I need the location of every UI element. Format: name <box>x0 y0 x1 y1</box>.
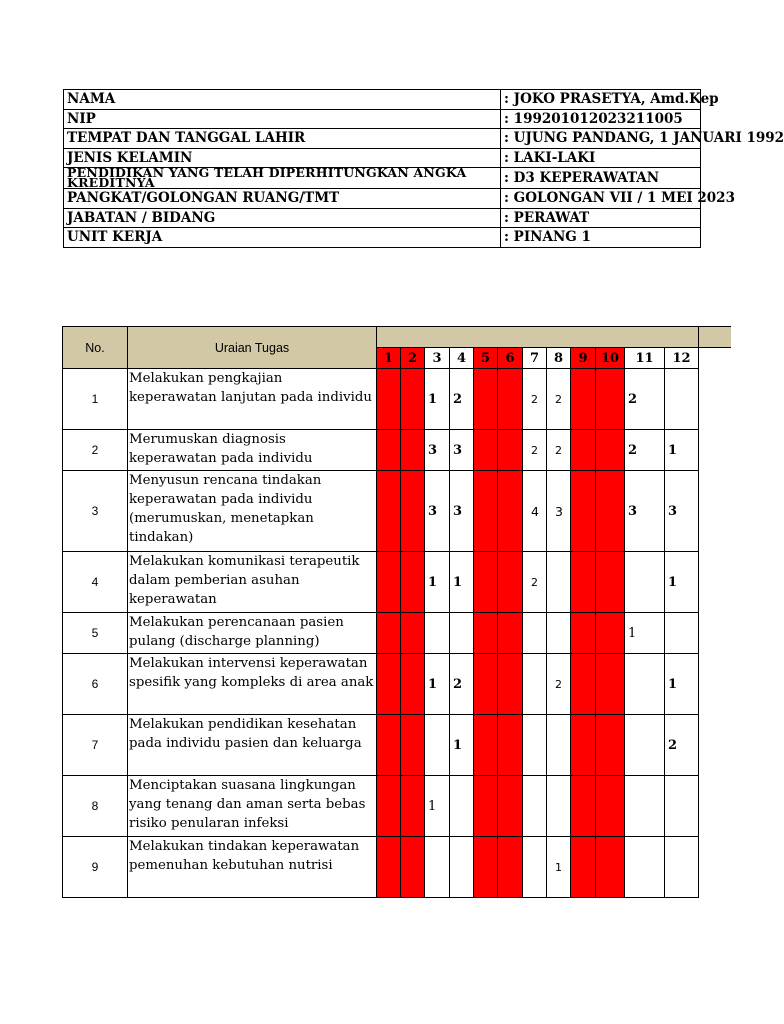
task-row <box>63 715 699 776</box>
month-cell-blocked <box>401 837 425 898</box>
month-cell-12: 1 <box>665 654 699 715</box>
month-cell-4 <box>450 613 474 654</box>
task-description: Melakukan pendidikan kesehatan pada individu pasien dan keluarga <box>128 715 377 776</box>
month-cell-blocked <box>571 552 596 613</box>
identity-row-nip <box>64 109 701 129</box>
month-cell-12: 3 <box>665 471 699 552</box>
month-cell-8: 3 <box>547 471 571 552</box>
identity-row-education <box>64 168 701 189</box>
month-cell-8 <box>547 776 571 837</box>
month-cell-blocked <box>377 715 401 776</box>
month-cell-blocked <box>571 613 596 654</box>
month-cell-7 <box>523 776 547 837</box>
identity-label: UNIT KERJA <box>64 228 501 248</box>
identity-label: PENDIDIKAN YANG TELAH DIPERHITUNGKAN ANGKA KREDITNYA <box>64 168 501 189</box>
month-cell-blocked <box>474 430 498 471</box>
month-cell-blocked <box>401 552 425 613</box>
month-cell-11 <box>625 776 665 837</box>
month-cell-blocked <box>377 369 401 430</box>
task-number: 9 <box>63 837 128 898</box>
identity-value: : 199201012023211005 <box>501 109 701 129</box>
identity-label: NAMA <box>64 90 501 110</box>
identity-value: : D3 KEPERAWATAN <box>501 168 701 189</box>
month-cell-blocked <box>596 369 625 430</box>
month-cell-blocked <box>401 613 425 654</box>
month-cell-8 <box>547 715 571 776</box>
month-cell-8: 2 <box>547 369 571 430</box>
month-cell-blocked <box>474 776 498 837</box>
task-row <box>63 552 699 613</box>
task-description: Melakukan pengkajian keperawatan lanjutan pada individu <box>128 369 377 430</box>
month-header-11: 11 <box>625 348 665 369</box>
month-cell-8 <box>547 613 571 654</box>
identity-label: NIP <box>64 109 501 129</box>
task-description: Menciptakan suasana lingkungan yang tenang dan aman serta bebas risiko penularan infeksi <box>128 776 377 837</box>
month-cell-blocked <box>498 837 523 898</box>
month-header-band <box>377 327 699 348</box>
month-cell-12 <box>665 613 699 654</box>
month-header-3: 3 <box>425 348 450 369</box>
column-header-uraian-tugas: Uraian Tugas <box>128 327 377 369</box>
identity-label: JABATAN / BIDANG <box>64 208 501 228</box>
month-cell-12: 2 <box>665 715 699 776</box>
month-cell-12 <box>665 837 699 898</box>
month-header-6: 6 <box>498 348 523 369</box>
month-cell-blocked <box>596 552 625 613</box>
month-cell-blocked <box>498 613 523 654</box>
month-cell-3: 1 <box>425 654 450 715</box>
month-header-12: 12 <box>665 348 699 369</box>
month-header-8: 8 <box>547 348 571 369</box>
task-description: Melakukan tindakan keperawatan pemenuhan kebutuhan nutrisi <box>128 837 377 898</box>
identity-value: : LAKI-LAKI <box>501 148 701 168</box>
task-row <box>63 369 699 430</box>
month-cell-blocked <box>498 471 523 552</box>
month-cell-blocked <box>596 776 625 837</box>
task-table-body <box>63 369 699 898</box>
identity-row-position <box>64 208 701 228</box>
month-cell-4: 3 <box>450 430 474 471</box>
identity-value: : UJUNG PANDANG, 1 JANUARI 1992 <box>501 129 701 149</box>
month-cell-blocked <box>571 776 596 837</box>
identity-value: : PINANG 1 <box>501 228 701 248</box>
identity-row-rank <box>64 189 701 209</box>
month-cell-blocked <box>596 654 625 715</box>
month-cell-8: 2 <box>547 430 571 471</box>
identity-value: : JOKO PRASETYA, Amd.Kep <box>501 90 701 110</box>
month-cell-blocked <box>474 613 498 654</box>
month-cell-3 <box>425 613 450 654</box>
month-cell-3: 1 <box>425 552 450 613</box>
task-row <box>63 471 699 552</box>
month-cell-4: 3 <box>450 471 474 552</box>
month-cell-12 <box>665 776 699 837</box>
task-description: Menyusun rencana tindakan keperawatan pada individu (merumuskan, menetapkan tindakan) <box>128 471 377 552</box>
identity-label: TEMPAT DAN TANGGAL LAHIR <box>64 129 501 149</box>
month-cell-11 <box>625 715 665 776</box>
task-row <box>63 776 699 837</box>
month-cell-4 <box>450 837 474 898</box>
month-cell-blocked <box>596 471 625 552</box>
month-header-1: 1 <box>377 348 401 369</box>
task-number: 8 <box>63 776 128 837</box>
month-cell-blocked <box>498 552 523 613</box>
month-cell-blocked <box>571 471 596 552</box>
month-cell-11: 2 <box>625 430 665 471</box>
month-cell-7: 2 <box>523 369 547 430</box>
month-cell-blocked <box>401 654 425 715</box>
identity-table <box>63 89 784 248</box>
month-cell-blocked <box>498 654 523 715</box>
task-row <box>63 613 699 654</box>
month-cell-blocked <box>377 654 401 715</box>
task-description: Melakukan intervensi keperawatan spesifik yang kompleks di area anak <box>128 654 377 715</box>
month-header-4: 4 <box>450 348 474 369</box>
task-number: 5 <box>63 613 128 654</box>
month-cell-blocked <box>596 430 625 471</box>
task-table <box>62 326 699 898</box>
month-cell-7 <box>523 654 547 715</box>
task-number: 7 <box>63 715 128 776</box>
month-cell-3 <box>425 837 450 898</box>
month-header-5: 5 <box>474 348 498 369</box>
header-band-extension <box>699 326 731 348</box>
month-cell-3: 3 <box>425 471 450 552</box>
month-cell-11 <box>625 552 665 613</box>
month-header-7: 7 <box>523 348 547 369</box>
month-cell-blocked <box>498 369 523 430</box>
month-cell-blocked <box>377 471 401 552</box>
task-number: 4 <box>63 552 128 613</box>
identity-row-birth <box>64 129 701 149</box>
month-cell-7 <box>523 837 547 898</box>
month-cell-7: 2 <box>523 552 547 613</box>
month-cell-11 <box>625 654 665 715</box>
month-cell-4: 2 <box>450 369 474 430</box>
month-cell-11 <box>625 837 665 898</box>
month-cell-8: 1 <box>547 837 571 898</box>
month-cell-11: 3 <box>625 471 665 552</box>
month-header-2: 2 <box>401 348 425 369</box>
month-cell-blocked <box>498 715 523 776</box>
month-cell-4 <box>450 776 474 837</box>
month-cell-blocked <box>474 654 498 715</box>
month-cell-7 <box>523 715 547 776</box>
identity-label: PANGKAT/GOLONGAN RUANG/TMT <box>64 189 501 209</box>
month-cell-blocked <box>377 776 401 837</box>
identity-row-unit <box>64 228 701 248</box>
month-cell-3: 1 <box>425 776 450 837</box>
month-cell-3: 3 <box>425 430 450 471</box>
month-cell-blocked <box>571 430 596 471</box>
task-number: 1 <box>63 369 128 430</box>
month-cell-4: 1 <box>450 715 474 776</box>
month-cell-blocked <box>474 715 498 776</box>
task-row <box>63 430 699 471</box>
month-cell-blocked <box>571 715 596 776</box>
month-cell-blocked <box>401 471 425 552</box>
month-cell-4: 2 <box>450 654 474 715</box>
month-cell-blocked <box>401 776 425 837</box>
month-cell-3 <box>425 715 450 776</box>
month-cell-blocked <box>401 715 425 776</box>
month-cell-blocked <box>571 369 596 430</box>
month-cell-blocked <box>377 613 401 654</box>
month-cell-blocked <box>571 837 596 898</box>
task-number: 2 <box>63 430 128 471</box>
column-header-no: No. <box>63 327 128 369</box>
month-cell-12: 1 <box>665 430 699 471</box>
month-cell-11: 1 <box>625 613 665 654</box>
month-cell-blocked <box>596 613 625 654</box>
task-number: 3 <box>63 471 128 552</box>
month-cell-12 <box>665 369 699 430</box>
month-cell-blocked <box>474 552 498 613</box>
identity-value: : PERAWAT <box>501 208 701 228</box>
task-description: Melakukan komunikasi terapeutik dalam pemberian asuhan keperawatan <box>128 552 377 613</box>
identity-row-nama <box>64 90 701 110</box>
month-cell-blocked <box>498 776 523 837</box>
month-cell-blocked <box>377 552 401 613</box>
month-cell-blocked <box>596 715 625 776</box>
task-number: 6 <box>63 654 128 715</box>
month-cell-blocked <box>596 837 625 898</box>
task-description: Merumuskan diagnosis keperawatan pada individu <box>128 430 377 471</box>
month-cell-7 <box>523 613 547 654</box>
identity-value: : GOLONGAN VII / 1 MEI 2023 <box>501 189 701 209</box>
month-cell-blocked <box>401 430 425 471</box>
task-row <box>63 837 699 898</box>
month-cell-7: 4 <box>523 471 547 552</box>
month-cell-3: 1 <box>425 369 450 430</box>
month-cell-8 <box>547 552 571 613</box>
month-header-9: 9 <box>571 348 596 369</box>
month-cell-blocked <box>377 430 401 471</box>
month-cell-12: 1 <box>665 552 699 613</box>
month-cell-blocked <box>401 369 425 430</box>
month-cell-7: 2 <box>523 430 547 471</box>
month-cell-blocked <box>377 837 401 898</box>
month-cell-blocked <box>474 369 498 430</box>
identity-label: JENIS KELAMIN <box>64 148 501 168</box>
month-cell-blocked <box>498 430 523 471</box>
task-description: Melakukan perencanaan pasien pulang (discharge planning) <box>128 613 377 654</box>
month-cell-4: 1 <box>450 552 474 613</box>
task-row <box>63 654 699 715</box>
month-cell-11: 2 <box>625 369 665 430</box>
month-cell-8: 2 <box>547 654 571 715</box>
month-cell-blocked <box>474 837 498 898</box>
month-cell-blocked <box>571 654 596 715</box>
month-header-10: 10 <box>596 348 625 369</box>
month-cell-blocked <box>474 471 498 552</box>
